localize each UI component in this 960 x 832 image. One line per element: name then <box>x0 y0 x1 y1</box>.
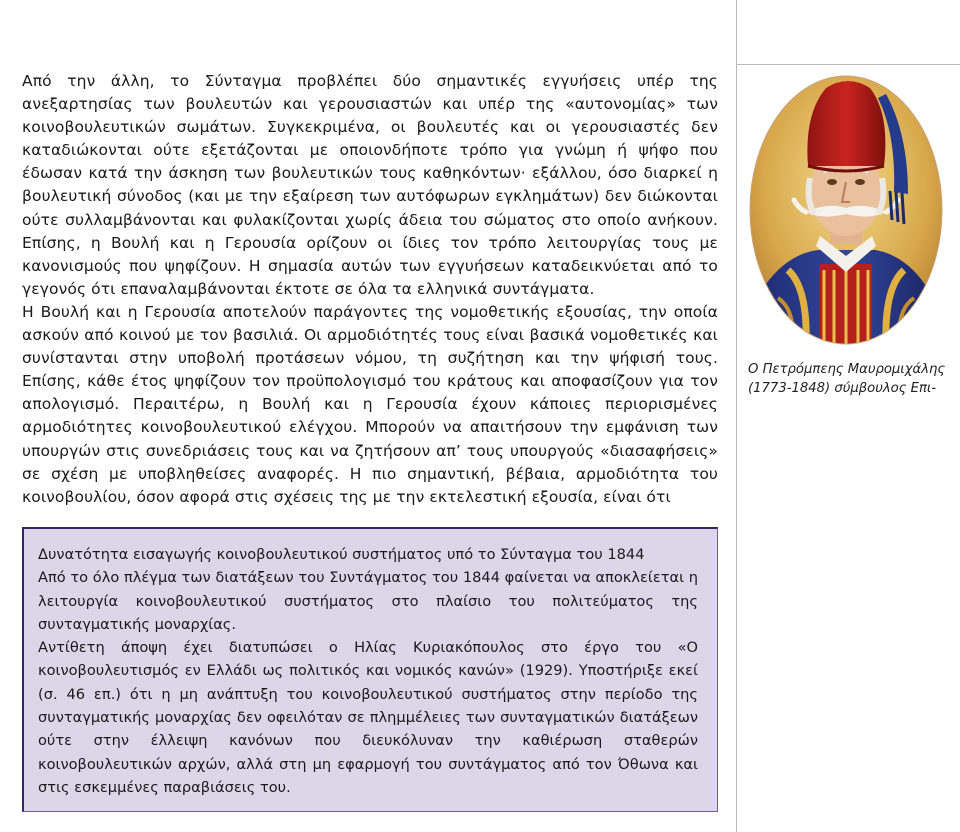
portrait-caption: Ο Πετρόμπεης Μαυρομιχάλης (1773-1848) σύμβουλος Επι- <box>748 362 946 396</box>
main-paragraph-1: Από την άλλη, το Σύνταγμα προβλέπει δύο σημαντικές εγγυήσεις υπέρ της ανεξαρτησίας των βουλευτών και γερουσιαστών και υπέρ της «αυτονομίας» των κοινοβουλευτικών σωμάτων. Συγκεκριμένα, οι βουλευτές και οι γερουσιαστές δεν καταδιώκονται ούτε εξετάζονται με οποιονδήποτε τρόπο για γνώμη ή ψήφο που έδωσαν κατά την άσκηση των βουλευτικών τους καθηκόντων· εξάλλου, όσο διαρκεί η βουλευτική σύνοδος (και με την εξαίρεση των αυτόφωρων εγκλημάτων) δεν διώκονται ούτε συλλαμβάνονται και φυλακίζονται χωρίς άδεια του σώματος στο οποίο ανήκουν. Επίσης, η Βουλή και η Γερουσία ορίζουν οι ίδιες τον τρόπο λειτουργίας τους με κανονισμούς που ψηφίζουν. Η σημασία αυτών των εγγυήσεων καταδεικνύεται από το γεγονός ότι επαναλαμβάνονται έκτοτε σε όλα τα ελληνικά συντάγματα. <box>22 72 718 298</box>
note-box <box>22 527 718 812</box>
margin-column-top-rule <box>736 64 960 65</box>
note-box-title: Δυνατότητα εισαγωγής κοινοβουλευτικού συστήματος υπό το Σύνταγμα του 1844 <box>38 546 645 563</box>
note-box-content <box>38 543 698 799</box>
main-text-block <box>22 70 718 509</box>
note-paragraph-1: Από το όλο πλέγμα των διατάξεων του Συντάγματος του 1844 φαίνεται να αποκλείεται η λειτουργία κοινοβουλευτικού συστήματος στο πλαίσιο του πολιτεύματος της συνταγματικής μοναρχίας. <box>38 569 698 633</box>
main-paragraph-2: Η Βουλή και η Γερουσία αποτελούν παράγοντες της νομοθετικής εξουσίας, την οποία ασκούν από κοινού με τον βασιλιά. Οι αρμοδιότητές τους είναι βασικά νομοθετικές και συνίστανται στην υποβολή προτάσεων νόμου, τη συζήτηση και την ψήφισή τους. Επίσης, κάθε έτος ψηφίζουν τον προϋπολογισμό του κράτους και αποφασίζουν για τον απολογισμό. Περαιτέρω, η Βουλή και η Γερουσία έχουν κάποιες περιορισμένες αρμοδιότητες κοινοβουλευτικού ελέγχου. Μπορούν να απαιτήσουν την εμφάνιση των υπουργών στις συνεδριάσεις τους και να ζητήσουν απ’ τους υπουργούς «διασαφήσεις» σε σχέση με υποβληθείσες αναφορές. Η πιο σημαντική, βέβαια, αρμοδιότητα του κοινοβουλίου, όσον αφορά στις σχέσεις της με την εκτελεστική εξουσία, είναι ότι <box>22 302 718 506</box>
note-paragraph-2: Αντίθετη άποψη έχει διατυπώσει ο Ηλίας Κυριακόπουλος στο έργο του «Ο κοινοβουλευτισμός εν Ελλάδι ως πολιτικός και νομικός κανών» (1929). Υποστήριξε εκεί (σ. 46 επ.) ότι η μη ανάπτυξη του κοινοβουλευτικού συστήματος στην περίοδο της συνταγματικής μοναρχίας δεν οφειλόταν σε πλημμέλειες των συνταγματικών διατάξεων ούτε στην έλλειψη κανόνων που διευκόλυναν την καθιέρωση σταθερών κοινοβουλευτικών αρχών, αλλά στη μη εφαρμογή του συντάγματος από τον Όθωνα και στις εσκεμμένες παραβιάσεις του. <box>38 639 698 796</box>
portrait-illustration <box>748 74 944 346</box>
margin-column-rule <box>736 0 737 832</box>
